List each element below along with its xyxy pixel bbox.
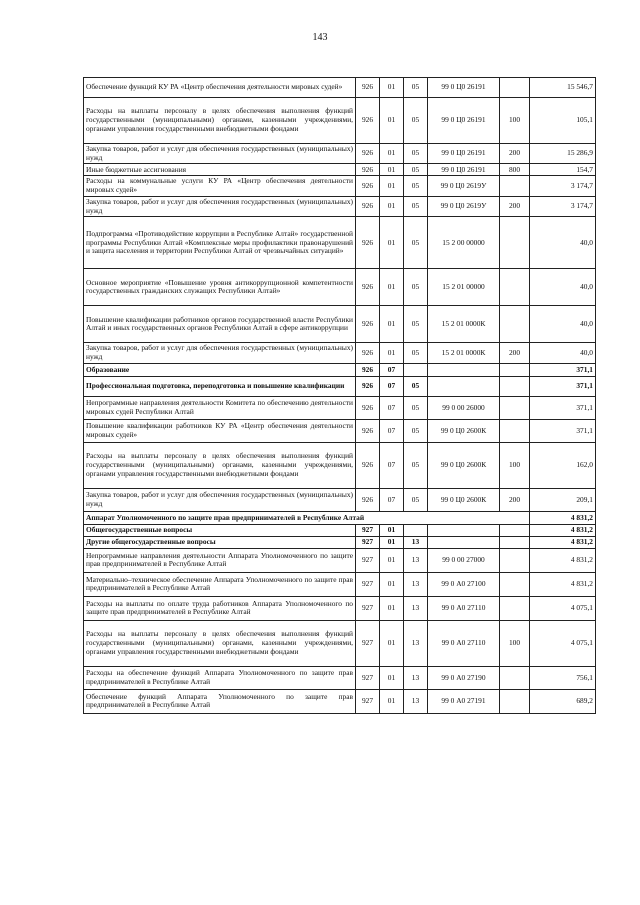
row-expense-type bbox=[500, 419, 530, 442]
row-subsection-code bbox=[404, 363, 428, 376]
row-subsection-code: 05 bbox=[404, 396, 428, 419]
row-section-code: 01 bbox=[380, 536, 404, 548]
row-expense-type bbox=[500, 666, 530, 689]
row-expense-type bbox=[500, 306, 530, 343]
row-description: Закупка товаров, работ и услуг для обеспечения государственных (муниципальных) нужд bbox=[84, 144, 356, 164]
row-amount: 40,0 bbox=[530, 269, 596, 306]
table-row bbox=[84, 620, 596, 666]
row-section-code: 07 bbox=[380, 488, 404, 511]
row-expense-type: 100 bbox=[500, 98, 530, 144]
row-expense-type bbox=[500, 536, 530, 548]
row-description: Закупка товаров, работ и услуг для обеспечения государственных (муниципальных) нужд bbox=[84, 196, 356, 216]
row-subsection-code: 13 bbox=[404, 620, 428, 666]
row-ministry-code: 926 bbox=[356, 176, 380, 196]
row-section-code: 01 bbox=[380, 217, 404, 269]
row-amount: 40,0 bbox=[530, 306, 596, 343]
row-expense-type bbox=[500, 596, 530, 620]
row-ministry-code: 927 bbox=[356, 548, 380, 572]
row-description: Основное мероприятие «Повышение уровня антикоррупционной компетентности государственных гражданских служащих Республики Алтай» bbox=[84, 269, 356, 306]
table-row bbox=[84, 442, 596, 488]
row-amount: 162,0 bbox=[530, 442, 596, 488]
row-ministry-code: 926 bbox=[356, 78, 380, 98]
table-row bbox=[84, 217, 596, 269]
row-target-article: 99 0 Ц0 26191 bbox=[428, 144, 500, 164]
row-amount: 4 075,1 bbox=[530, 620, 596, 666]
row-target-article: 15 2 00 00000 bbox=[428, 217, 500, 269]
table-row bbox=[84, 548, 596, 572]
row-amount: 756,1 bbox=[530, 666, 596, 689]
table-row bbox=[84, 196, 596, 216]
budget-table bbox=[83, 77, 596, 714]
row-target-article: 99 0 А0 27100 bbox=[428, 572, 500, 596]
table-row bbox=[84, 376, 596, 396]
table-row bbox=[84, 176, 596, 196]
row-description: Закупка товаров, работ и услуг для обеспечения государственных (муниципальных) нужд bbox=[84, 488, 356, 511]
row-subsection-code: 05 bbox=[404, 217, 428, 269]
row-description: Подпрограмма «Противодействие коррупции в Республике Алтай» государственной программы Республики Алтай «Комплексные меры профилактики правонарушений и защита населения и территории Республики Алтай от чрезвычайных ситуаций» bbox=[84, 217, 356, 269]
row-expense-type: 200 bbox=[500, 144, 530, 164]
row-description: Расходы на выплаты персоналу в целях обеспечения выполнения функций государственными (муниципальными) органами, казенными учреждениями, органами управления государственными внебюджетными фондами bbox=[84, 442, 356, 488]
row-description: Расходы на обеспечение функций Аппарата Уполномоченного по защите прав предпринимателей в Республике Алтай bbox=[84, 666, 356, 689]
row-target-article: 99 0 00 26000 bbox=[428, 396, 500, 419]
row-expense-type bbox=[500, 689, 530, 713]
row-expense-type bbox=[500, 548, 530, 572]
row-ministry-code: 926 bbox=[356, 306, 380, 343]
row-amount: 209,1 bbox=[530, 488, 596, 511]
row-ministry-code: 926 bbox=[356, 363, 380, 376]
row-subsection-code: 05 bbox=[404, 442, 428, 488]
row-expense-type bbox=[500, 78, 530, 98]
row-subsection-code: 13 bbox=[404, 689, 428, 713]
table-row bbox=[84, 511, 596, 524]
row-amount: 105,1 bbox=[530, 98, 596, 144]
row-section-code: 01 bbox=[380, 524, 404, 536]
table-row bbox=[84, 269, 596, 306]
row-subsection-code: 13 bbox=[404, 666, 428, 689]
row-section-code: 01 bbox=[380, 343, 404, 363]
row-expense-type bbox=[500, 376, 530, 396]
row-description: Профессиональная подготовка, переподготовка и повышение квалификации bbox=[84, 376, 356, 396]
row-target-article: 15 2 01 00000 bbox=[428, 269, 500, 306]
table-row bbox=[84, 396, 596, 419]
row-target-article: 99 0 Ц0 2619У bbox=[428, 196, 500, 216]
table-row bbox=[84, 524, 596, 536]
table-row bbox=[84, 363, 596, 376]
table-row bbox=[84, 689, 596, 713]
row-ministry-code: 926 bbox=[356, 376, 380, 396]
row-description: Повышение квалификации работников органов государственной власти Республики Алтай и иных государственных органов Республики Алтай в сфере антикоррупции bbox=[84, 306, 356, 343]
row-amount: 3 174,7 bbox=[530, 196, 596, 216]
row-section-code: 07 bbox=[380, 376, 404, 396]
row-target-article: 99 0 А0 27191 bbox=[428, 689, 500, 713]
row-section-code: 01 bbox=[380, 196, 404, 216]
row-ministry-code: 926 bbox=[356, 164, 380, 176]
row-target-article: 15 2 01 0000К bbox=[428, 343, 500, 363]
row-section-code: 01 bbox=[380, 176, 404, 196]
row-section-code: 07 bbox=[380, 442, 404, 488]
row-description: Расходы на коммунальные услуги КУ РА «Центр обеспечения деятельности мировых судей» bbox=[84, 176, 356, 196]
row-description: Материально–техническое обеспечение Аппарата Уполномоченного по защите прав предпринимателей в Республике Алтай bbox=[84, 572, 356, 596]
row-ministry-code: 926 bbox=[356, 343, 380, 363]
row-expense-type bbox=[500, 217, 530, 269]
row-target-article: 99 0 Ц0 26191 bbox=[428, 98, 500, 144]
row-subsection-code: 05 bbox=[404, 196, 428, 216]
row-target-article: 99 0 00 27000 bbox=[428, 548, 500, 572]
row-amount: 40,0 bbox=[530, 217, 596, 269]
table-row bbox=[84, 306, 596, 343]
row-subsection-code: 05 bbox=[404, 78, 428, 98]
row-section-code: 01 bbox=[380, 548, 404, 572]
row-subsection-code: 13 bbox=[404, 536, 428, 548]
table-row bbox=[84, 419, 596, 442]
row-target-article: 99 0 А0 27110 bbox=[428, 596, 500, 620]
row-ministry-code: 927 bbox=[356, 620, 380, 666]
row-amount: 4 075,1 bbox=[530, 596, 596, 620]
row-description: Образование bbox=[84, 363, 356, 376]
row-target-article: 99 0 А0 27110 bbox=[428, 620, 500, 666]
row-subsection-code: 13 bbox=[404, 548, 428, 572]
row-subsection-code: 05 bbox=[404, 419, 428, 442]
row-expense-type bbox=[500, 363, 530, 376]
row-section-code: 07 bbox=[380, 363, 404, 376]
row-amount: 4 831,2 bbox=[530, 511, 596, 524]
row-ministry-code: 926 bbox=[356, 488, 380, 511]
row-subsection-code: 05 bbox=[404, 144, 428, 164]
row-ministry-code: 926 bbox=[356, 217, 380, 269]
row-expense-type: 200 bbox=[500, 343, 530, 363]
row-section-code: 01 bbox=[380, 666, 404, 689]
row-target-article: 99 0 Ц0 26191 bbox=[428, 78, 500, 98]
table-row bbox=[84, 666, 596, 689]
row-target-article: 99 0 А0 27190 bbox=[428, 666, 500, 689]
row-section-code: 01 bbox=[380, 144, 404, 164]
row-description: Аппарат Уполномоченного по защите прав предпринимателей в Республике Алтай bbox=[84, 511, 530, 524]
row-expense-type: 200 bbox=[500, 196, 530, 216]
row-ministry-code: 926 bbox=[356, 144, 380, 164]
table-row bbox=[84, 98, 596, 144]
row-ministry-code: 926 bbox=[356, 98, 380, 144]
row-target-article: 99 0 Ц0 2600К bbox=[428, 442, 500, 488]
row-description: Другие общегосударственные вопросы bbox=[84, 536, 356, 548]
row-section-code: 01 bbox=[380, 269, 404, 306]
row-expense-type: 100 bbox=[500, 442, 530, 488]
row-amount: 4 831,2 bbox=[530, 572, 596, 596]
budget-table-body bbox=[84, 78, 596, 714]
row-section-code: 01 bbox=[380, 164, 404, 176]
row-expense-type: 800 bbox=[500, 164, 530, 176]
row-amount: 15 546,7 bbox=[530, 78, 596, 98]
row-subsection-code: 05 bbox=[404, 269, 428, 306]
row-section-code: 01 bbox=[380, 596, 404, 620]
row-subsection-code: 05 bbox=[404, 164, 428, 176]
row-description: Расходы на выплаты по оплате труда работников Аппарата Уполномоченного по защите прав предпринимателей в Республике Алтай bbox=[84, 596, 356, 620]
row-section-code: 01 bbox=[380, 689, 404, 713]
table-row bbox=[84, 596, 596, 620]
row-section-code: 01 bbox=[380, 306, 404, 343]
row-amount: 154,7 bbox=[530, 164, 596, 176]
row-subsection-code: 05 bbox=[404, 376, 428, 396]
row-amount: 371,1 bbox=[530, 396, 596, 419]
row-description: Расходы на выплаты персоналу в целях обеспечения выполнения функций государственными (муниципальными) органами, казенными учреждениями, органами управления государственными внебюджетными фондами bbox=[84, 620, 356, 666]
row-description: Обеспечение функций КУ РА «Центр обеспечения деятельности мировых судей» bbox=[84, 78, 356, 98]
row-target-article: 15 2 01 0000К bbox=[428, 306, 500, 343]
table-row bbox=[84, 536, 596, 548]
row-target-article: 99 0 Ц0 2600К bbox=[428, 488, 500, 511]
row-ministry-code: 927 bbox=[356, 666, 380, 689]
row-amount: 4 831,2 bbox=[530, 524, 596, 536]
row-ministry-code: 926 bbox=[356, 196, 380, 216]
row-amount: 40,0 bbox=[530, 343, 596, 363]
row-subsection-code: 05 bbox=[404, 488, 428, 511]
page-number: 143 bbox=[312, 32, 328, 43]
table-row bbox=[84, 144, 596, 164]
row-expense-type bbox=[500, 524, 530, 536]
row-subsection-code: 05 bbox=[404, 343, 428, 363]
row-target-article bbox=[428, 524, 500, 536]
row-subsection-code: 13 bbox=[404, 572, 428, 596]
table-row bbox=[84, 78, 596, 98]
row-expense-type bbox=[500, 572, 530, 596]
row-section-code: 01 bbox=[380, 98, 404, 144]
row-ministry-code: 926 bbox=[356, 269, 380, 306]
row-subsection-code: 05 bbox=[404, 98, 428, 144]
row-section-code: 07 bbox=[380, 419, 404, 442]
row-description: Повышение квалификации работников КУ РА «Центр обеспечения деятельности мировых судей» bbox=[84, 419, 356, 442]
row-subsection-code: 05 bbox=[404, 306, 428, 343]
row-ministry-code: 926 bbox=[356, 396, 380, 419]
row-expense-type bbox=[500, 176, 530, 196]
row-description: Закупка товаров, работ и услуг для обеспечения государственных (муниципальных) нужд bbox=[84, 343, 356, 363]
row-subsection-code bbox=[404, 524, 428, 536]
row-expense-type: 100 bbox=[500, 620, 530, 666]
row-description: Иные бюджетные ассигнования bbox=[84, 164, 356, 176]
row-amount: 371,1 bbox=[530, 376, 596, 396]
row-section-code: 01 bbox=[380, 572, 404, 596]
row-amount: 371,1 bbox=[530, 363, 596, 376]
row-subsection-code: 05 bbox=[404, 176, 428, 196]
row-target-article bbox=[428, 376, 500, 396]
row-amount: 4 831,2 bbox=[530, 548, 596, 572]
row-description: Непрограммные направления деятельности Аппарата Уполномоченного по защите прав предпринимателей в Республике Алтай bbox=[84, 548, 356, 572]
row-ministry-code: 927 bbox=[356, 572, 380, 596]
row-amount: 3 174,7 bbox=[530, 176, 596, 196]
row-ministry-code: 926 bbox=[356, 419, 380, 442]
table-row bbox=[84, 343, 596, 363]
row-expense-type: 200 bbox=[500, 488, 530, 511]
row-description: Непрограммные направления деятельности Комитета по обеспечению деятельности мировых судей Республики Алтай bbox=[84, 396, 356, 419]
row-description: Общегосударственные вопросы bbox=[84, 524, 356, 536]
row-target-article: 99 0 Ц0 2619У bbox=[428, 176, 500, 196]
row-description: Расходы на выплаты персоналу в целях обеспечения выполнения функций государственными (муниципальными) органами, казенными учреждениями, органами управления государственными внебюджетными фондами bbox=[84, 98, 356, 144]
table-row bbox=[84, 164, 596, 176]
row-ministry-code: 927 bbox=[356, 689, 380, 713]
row-ministry-code: 926 bbox=[356, 442, 380, 488]
row-amount: 371,1 bbox=[530, 419, 596, 442]
table-row bbox=[84, 488, 596, 511]
row-target-article: 99 0 Ц0 26191 bbox=[428, 164, 500, 176]
row-ministry-code: 927 bbox=[356, 524, 380, 536]
row-expense-type bbox=[500, 269, 530, 306]
row-ministry-code: 927 bbox=[356, 536, 380, 548]
row-description: Обеспечение функций Аппарата Уполномоченного по защите прав предпринимателей в Республике Алтай bbox=[84, 689, 356, 713]
row-expense-type bbox=[500, 396, 530, 419]
row-amount: 689,2 bbox=[530, 689, 596, 713]
row-amount: 15 286,9 bbox=[530, 144, 596, 164]
row-ministry-code: 927 bbox=[356, 596, 380, 620]
table-row bbox=[84, 572, 596, 596]
row-target-article bbox=[428, 363, 500, 376]
row-subsection-code: 13 bbox=[404, 596, 428, 620]
row-target-article bbox=[428, 536, 500, 548]
row-section-code: 01 bbox=[380, 620, 404, 666]
row-section-code: 07 bbox=[380, 396, 404, 419]
row-target-article: 99 0 Ц0 2600К bbox=[428, 419, 500, 442]
row-amount: 4 831,2 bbox=[530, 536, 596, 548]
row-section-code: 01 bbox=[380, 78, 404, 98]
